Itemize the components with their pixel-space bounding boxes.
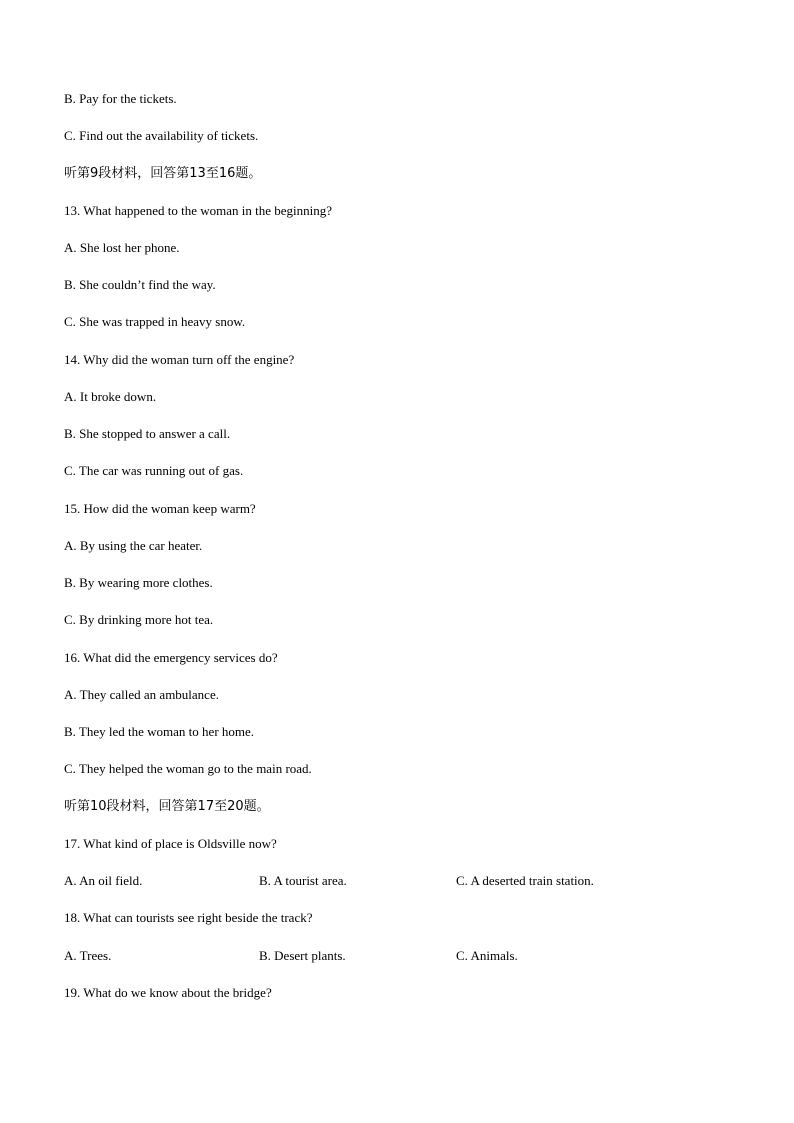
q17-options bbox=[64, 873, 704, 889]
q15-option-a: A. By using the car heater. bbox=[64, 538, 203, 553]
q12-option-b: B. Pay for the tickets. bbox=[64, 91, 177, 106]
question-14: 14. Why did the woman turn off the engine? bbox=[64, 352, 295, 367]
question-18: 18. What can tourists see right beside the track? bbox=[64, 910, 313, 925]
q14-option-b: B. She stopped to answer a call. bbox=[64, 426, 231, 441]
section-instruction-9: 听第9段材料，回答第13至16题。 bbox=[64, 166, 262, 181]
q18-option-b: B. Desert plants. bbox=[259, 948, 346, 963]
question-17: 17. What kind of place is Oldsville now? bbox=[64, 836, 277, 851]
question-19: 19. What do we know about the bridge? bbox=[64, 985, 272, 1000]
q14-option-c: C. The car was running out of gas. bbox=[64, 463, 244, 478]
q18-option-a: A. Trees. bbox=[64, 948, 112, 963]
q13-option-a: A. She lost her phone. bbox=[64, 240, 180, 255]
q16-option-b: B. They led the woman to her home. bbox=[64, 724, 255, 739]
q17-option-c: C. A deserted train station. bbox=[456, 873, 594, 888]
section-instruction-10: 听第10段材料，回答第17至20题。 bbox=[64, 799, 270, 814]
q14-option-a: A. It broke down. bbox=[64, 389, 157, 404]
q12-option-c: C. Find out the availability of tickets. bbox=[64, 128, 259, 143]
q15-option-c: C. By drinking more hot tea. bbox=[64, 612, 214, 627]
q16-option-c: C. They helped the woman go to the main road. bbox=[64, 761, 312, 776]
question-16: 16. What did the emergency services do? bbox=[64, 650, 278, 665]
q13-option-c: C. She was trapped in heavy snow. bbox=[64, 314, 246, 329]
question-13: 13. What happened to the woman in the beginning? bbox=[64, 203, 332, 218]
q18-options bbox=[64, 948, 704, 964]
q17-option-a: A. An oil field. bbox=[64, 873, 143, 888]
q16-option-a: A. They called an ambulance. bbox=[64, 687, 219, 702]
q13-option-b: B. She couldn’t find the way. bbox=[64, 277, 216, 292]
question-15: 15. How did the woman keep warm? bbox=[64, 501, 256, 516]
q15-option-b: B. By wearing more clothes. bbox=[64, 575, 213, 590]
q17-option-b: B. A tourist area. bbox=[259, 873, 347, 888]
q18-option-c: C. Animals. bbox=[456, 948, 518, 963]
